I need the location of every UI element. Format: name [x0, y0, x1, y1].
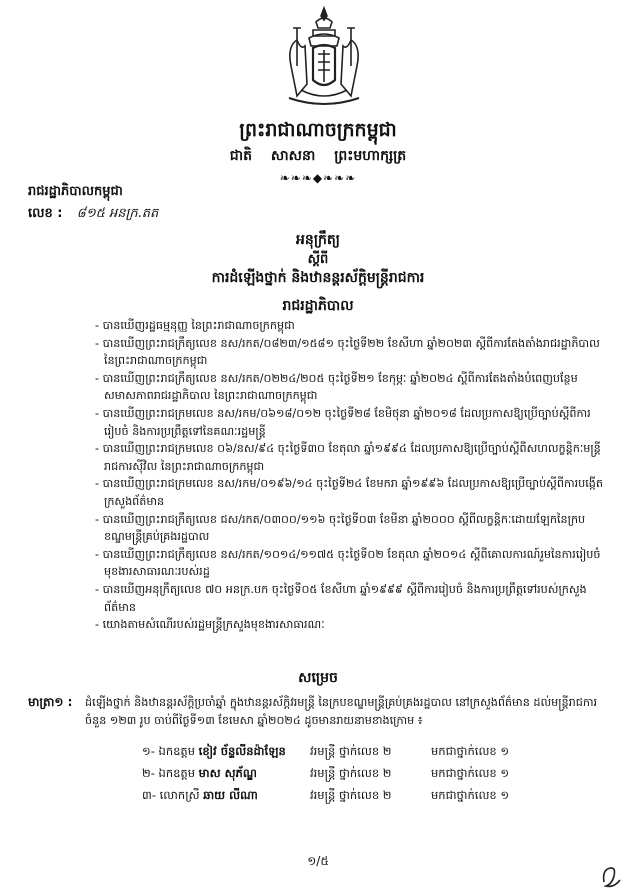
person-name: មាស សុភ័ណ្ឌ	[198, 765, 257, 780]
person-cell	[142, 785, 310, 807]
person-index: ១-	[142, 743, 155, 758]
national-motto: ជាតិ សាសនា ព្រះមហាក្សត្រ	[229, 148, 407, 164]
person-title: ឯកឧត្តម	[158, 743, 196, 758]
person-rank: វរមន្ត្រី ថ្នាក់លេខ ២	[310, 743, 392, 758]
issuing-authority: រាជរដ្ឋាភិបាលកម្ពុជា	[28, 184, 123, 199]
person-new-rank: មកជាថ្នាក់លេខ ១	[431, 743, 510, 758]
person-rank: វរមន្ត្រី ថ្នាក់លេខ ២	[310, 765, 392, 780]
royal-coat-of-arms-icon	[283, 6, 365, 112]
reference-item: - បានឃើញអនុក្រឹត្យលេខ ៧០ អនក្រ.បក ចុះថ្ងៃទី០៥ ខែសីហា ឆ្នាំ១៩៩៩ ស្ដីពីការរៀបចំ និងការប្រព្រឹត្តទៅរបស់ក្រសួងព័ត៌មាន	[95, 582, 587, 614]
person-name: ខៀវ ច័ន្ទលីនដ៉ាឡែន	[198, 743, 286, 758]
reference-item: - បានឃើញរដ្ឋធម្មនុញ្ញ នៃព្រះរាជាណាចក្រកម្ពុជា	[95, 319, 295, 332]
document-subject: ការដំឡើងថ្នាក់ និងឋានន្តរស័ក្តិមន្ត្រីរាជការ	[211, 270, 425, 286]
person-cell	[142, 763, 310, 785]
decision-heading: សម្រេច	[298, 670, 338, 686]
article-text: ដំឡើងថ្នាក់ និងឋានន្តរស័ក្តិប្រចាំឆ្នាំ ក្នុងឋានន្តរស័ក្តិវរមន្ត្រី នៃក្របខណ្ឌមន្ត្រីគ្រប់គ្រងរដ្ឋបាល នៅក្រសួងព័ត៌មាន ដល់មន្ត្រីរាជការចំនួន ១២៣ រូប ចាប់ពីថ្ងៃទី១៣ ខែមេសា ឆ្នាំ២០២៤ ដូចមានរាយនាមខាងក្រោម ៖	[85, 696, 598, 727]
table-row	[142, 785, 551, 807]
handwritten-initial-icon	[600, 862, 624, 890]
legal-references	[95, 317, 605, 634]
reference-item: - បានឃើញព្រះរាជក្រមលេខ ០៦/នស/៩៤ ចុះថ្ងៃទី៣០ ខែតុលា ឆ្នាំ១៩៩៤ ដែលប្រកាសឱ្យប្រើច្បាប់ស្ដីពីសហលក្ខន្តិកៈមន្ត្រីរាជការស៊ីវិល នៃព្រះរាជាណាចក្រកម្ពុជា	[95, 442, 601, 473]
person-rank: វរមន្ត្រី ថ្នាក់លេខ ២	[310, 787, 392, 802]
promotion-list	[142, 741, 551, 807]
government-heading: រាជរដ្ឋាភិបាល	[282, 298, 354, 314]
kingdom-name: ព្រះរាជាណាចក្រកម្ពុជា	[239, 119, 397, 141]
document-number	[28, 205, 158, 224]
person-new-rank: មកជាថ្នាក់លេខ ១	[431, 765, 510, 780]
reference-item: - បានឃើញព្រះរាជក្រឹត្យលេខ ជស/រកត/០៣០០/១១៦ ចុះថ្ងៃទី០៣ ខែមីនា ឆ្នាំ២០០០ ស្ដីពីលក្ខន្តិកៈដោយឡែកនៃក្របខណ្ឌមន្ត្រីគ្រប់គ្រងរដ្ឋបាល	[95, 512, 586, 544]
page-number: ១/៥	[307, 854, 329, 868]
reference-item: - បានឃើញព្រះរាជក្រមលេខ នស/រកម/០៦១៨/០១២ ចុះថ្ងៃទី២៨ ខែមិថុនា ឆ្នាំ២០១៨ ដែលប្រកាសឱ្យប្រើច្បាប់ស្ដីពីការរៀបចំ និងការប្រព្រឹត្តទៅនៃគណៈរដ្ឋមន្ត្រី	[95, 406, 591, 438]
person-cell	[142, 741, 310, 763]
reference-item: - យោងតាមសំណើរបស់រដ្ឋមន្ត្រីក្រសួងមុខងារសាធារណៈ	[95, 618, 325, 632]
table-row	[142, 741, 551, 763]
person-index: ២-	[142, 765, 155, 780]
article-label: មាត្រា១ :	[28, 695, 73, 709]
document-type: អនុក្រឹត្យ	[296, 232, 340, 248]
person-name: ឆាយ លីណា	[203, 787, 258, 802]
decorative-ornament: ❧❧❧◆❧❧❧	[279, 171, 357, 185]
reference-item: - បានឃើញព្រះរាជក្រឹត្យលេខ នស/រកត/០២២៤/២០៥ ចុះថ្ងៃទី២១ ខែកុម្ភៈ ឆ្នាំ២០២៤ ស្ដីពីការតែងតាំងបំពេញបន្ថែមសមាសភាពរាជរដ្ឋាភិបាល នៃព្រះរាជាណាចក្រកម្ពុជា	[95, 371, 578, 403]
number-label: លេខ :	[28, 206, 63, 221]
person-index: ៣-	[142, 787, 156, 802]
about-label: ស្តីពី	[307, 252, 329, 267]
person-title: ឯកឧត្តម	[158, 765, 196, 780]
table-row	[142, 763, 551, 785]
reference-item: - បានឃើញព្រះរាជក្រឹត្យលេខ នស/រកត/១០១៤/១១៧៥ ចុះថ្ងៃទី០២ ខែតុលា ឆ្នាំ២០១៤ ស្ដីពីគោលការណ៍រួមនៃការរៀបចំមុខងារសាធារណៈរបស់រដ្ឋ	[95, 547, 601, 579]
person-new-rank: មកជាថ្នាក់លេខ ១	[431, 787, 510, 802]
person-title: លោកស្រី	[159, 787, 200, 802]
reference-item: - បានឃើញព្រះរាជក្រមលេខ នស/រកម/០១៩៦/១៤ ចុះថ្ងៃទី២៤ ខែមករា ឆ្នាំ១៩៩៦ ដែលប្រកាសឱ្យប្រើច្បាប់ស្ដីពីការបង្កើតក្រសួងព័ត៌មាន	[95, 477, 603, 508]
number-value: ៨១៥ អនក្រ.តត	[76, 206, 159, 221]
reference-item: - បានឃើញព្រះរាជក្រឹត្យលេខ នស/រកត/០៨២៣/១៥៨១ ចុះថ្ងៃទី២២ ខែសីហា ឆ្នាំ២០២៣ ស្ដីពីការតែងតាំងរាជរដ្ឋាភិបាល នៃព្រះរាជាណាចក្រកម្ពុជា	[95, 336, 600, 368]
